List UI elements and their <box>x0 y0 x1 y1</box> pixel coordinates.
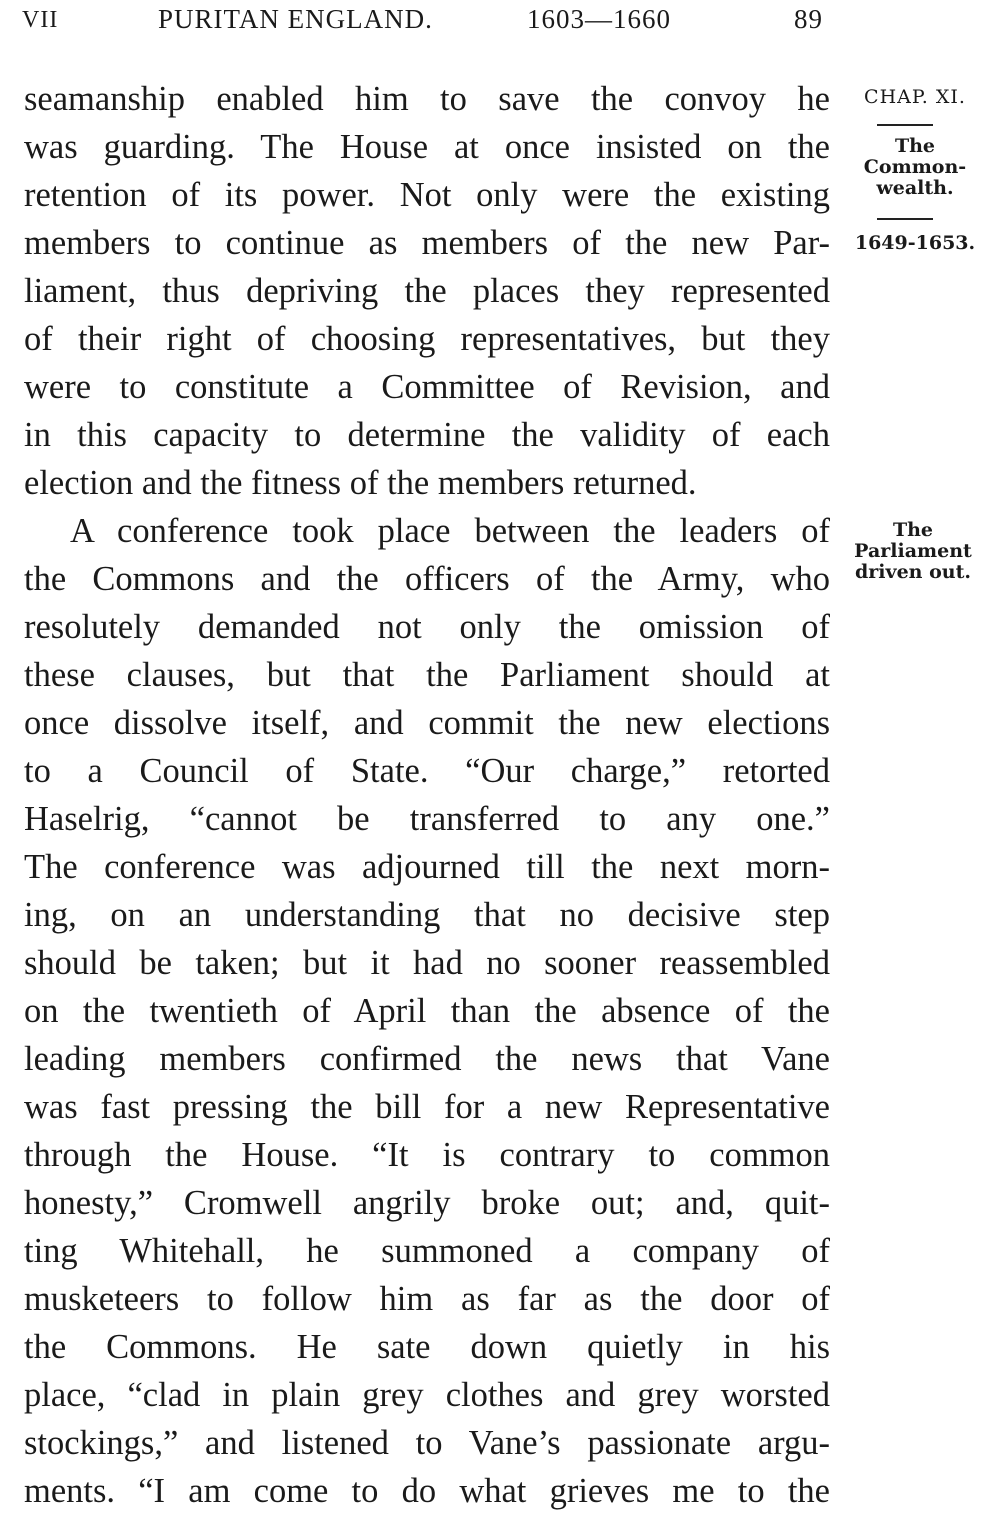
page-number: 89 <box>794 4 823 34</box>
text-line: honesty,” Cromwell angrily broke out; and, quit- <box>24 1184 830 1222</box>
text-line: ting Whitehall, he summoned a company of <box>24 1232 830 1270</box>
text-line: ing, on an understanding that no decisive step <box>24 896 830 934</box>
text-line: ments. “I am come to do what grieves me to the <box>24 1472 830 1510</box>
text-line: election and the fitness of the members returned. <box>24 464 697 502</box>
text-line: the Commons. He sate down quietly in his <box>24 1328 830 1366</box>
running-head-dates: 1603—1660 <box>527 4 671 34</box>
margin-section-title-line: wealth. <box>876 177 954 199</box>
running-head <box>22 4 828 40</box>
margin-rule <box>877 218 933 220</box>
running-head-chapter: VII <box>22 7 59 33</box>
text-line: stockings,” and listened to Vane’s passionate argu- <box>24 1424 830 1462</box>
text-line: the Commons and the officers of the Army, who <box>24 560 830 598</box>
text-line: resolutely demanded not only the omission of <box>24 608 830 646</box>
margin-section-title-line: Common- <box>863 156 967 178</box>
text-line: The conference was adjourned till the next morn- <box>24 848 830 886</box>
text-line: on the twentieth of April than the absence of the <box>24 992 830 1030</box>
text-line: liament, thus depriving the places they represented <box>24 272 830 310</box>
margin-section-title <box>840 136 990 199</box>
text-line: was fast pressing the bill for a new Representative <box>24 1088 830 1126</box>
text-line: Haselrig, “cannot be transferred to any one.” <box>24 800 830 838</box>
text-line: musketeers to follow him as far as the door of <box>24 1280 830 1318</box>
margin-sidenote-line: Parliament <box>854 540 972 562</box>
text-line: should be taken; but it had no sooner reassembled <box>24 944 830 982</box>
text-line: in this capacity to determine the validity of each <box>24 416 830 454</box>
margin-section-dates: 1649-1653. <box>854 232 976 254</box>
text-line: A conference took place between the leaders of <box>70 512 830 550</box>
text-line: leading members confirmed the news that Vane <box>24 1040 830 1078</box>
text-line: these clauses, but that the Parliament should at <box>24 656 830 694</box>
margin-sidenote-line: The <box>892 519 934 541</box>
margin-section-title-line: The <box>894 135 936 157</box>
text-line: to a Council of State. “Our charge,” retorted <box>24 752 830 790</box>
text-line: was guarding. The House at once insisted on the <box>24 128 830 166</box>
text-line: once dissolve itself, and commit the new elections <box>24 704 830 742</box>
text-line: seamanship enabled him to save the convoy he <box>24 80 830 118</box>
body-text <box>24 75 830 1515</box>
margin-chapter-label: CHAP. XI. <box>864 86 966 108</box>
text-line: retention of its power. Not only were the existing <box>24 176 830 214</box>
running-head-title: PURITAN ENGLAND. <box>158 4 433 34</box>
text-line: through the House. “It is contrary to common <box>24 1136 830 1174</box>
margin-sidenote <box>838 520 988 583</box>
text-line: of their right of choosing representatives, but they <box>24 320 830 358</box>
text-line: were to constitute a Committee of Revision, and <box>24 368 830 406</box>
margin-rule <box>877 124 933 126</box>
text-line: members to continue as members of the new Par- <box>24 224 830 262</box>
margin-sidenote-line: driven out. <box>855 561 971 583</box>
text-line: place, “clad in plain grey clothes and grey worsted <box>24 1376 830 1414</box>
